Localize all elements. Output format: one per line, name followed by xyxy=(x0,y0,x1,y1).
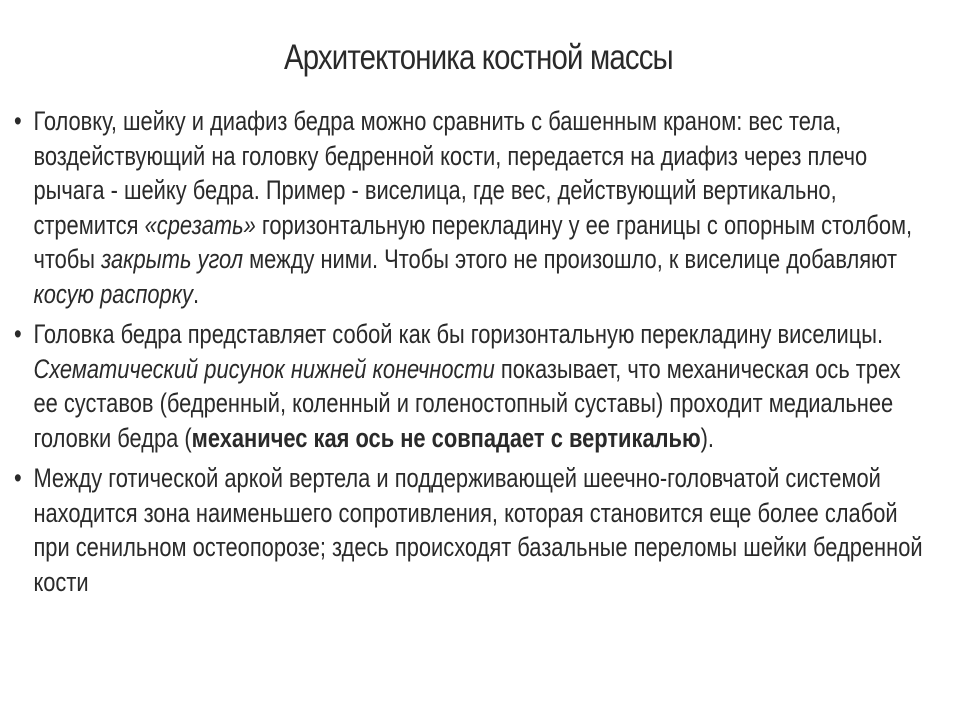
bullet-item-2 xyxy=(14,317,929,455)
bullet-text xyxy=(33,106,912,309)
italic-text-run: закрыть угол xyxy=(101,244,244,274)
slide-title: Архитектоника костной массы xyxy=(283,38,673,77)
text-run: Головка бедра представляет собой как бы горизонтальную перекладину виселицы. xyxy=(33,319,884,349)
text-run: Между готической аркой вертела и поддерживающей шеечно-головчатой системой находится зона наименьшего сопротивления, которая становится еще более слабой при сенильном остеопорозе; здесь происходят базальные переломы шейки бедренной кости xyxy=(33,463,923,597)
italic-text-run: Схематический рисунок нижней конечности xyxy=(33,353,495,384)
text-run: . xyxy=(192,278,200,309)
bullet-text xyxy=(33,319,900,453)
bold-text-run: механичес кая ось не совпадает с вертикалью xyxy=(191,422,701,453)
bullet-text xyxy=(33,463,922,597)
bullet-marker: • xyxy=(14,319,22,349)
bullet-marker: • xyxy=(14,463,22,493)
bullet-item-3 xyxy=(14,461,929,599)
text-run: горизонтальную перекладину у ее границы с опорным столбом, чтобы xyxy=(33,209,913,274)
text-run: Головку, шейку и диафиз бедра можно сравнить с башенным краном: вес тела, воздействующий на головку бедренной кости, передается на диафиз через плечо рычага - шейку бедра. Пример - виселица, где вес, действующий вертикально, стремится xyxy=(33,106,868,240)
bullet-list xyxy=(14,104,929,605)
text-run: показывает, что механическая ось трех ее суставов (бедренный, коленный и голеностопный суставы) проходит медиальнее головки бедра ( xyxy=(33,353,901,453)
bullet-item-1 xyxy=(14,104,929,311)
italic-text-run: «срезать» xyxy=(144,209,256,240)
bullet-marker: • xyxy=(14,106,22,136)
text-run: ). xyxy=(700,422,715,453)
text-run: между ними. Чтобы этого не произошло, к виселице добавляют xyxy=(243,244,898,274)
italic-text-run: косую распорку xyxy=(33,278,193,309)
